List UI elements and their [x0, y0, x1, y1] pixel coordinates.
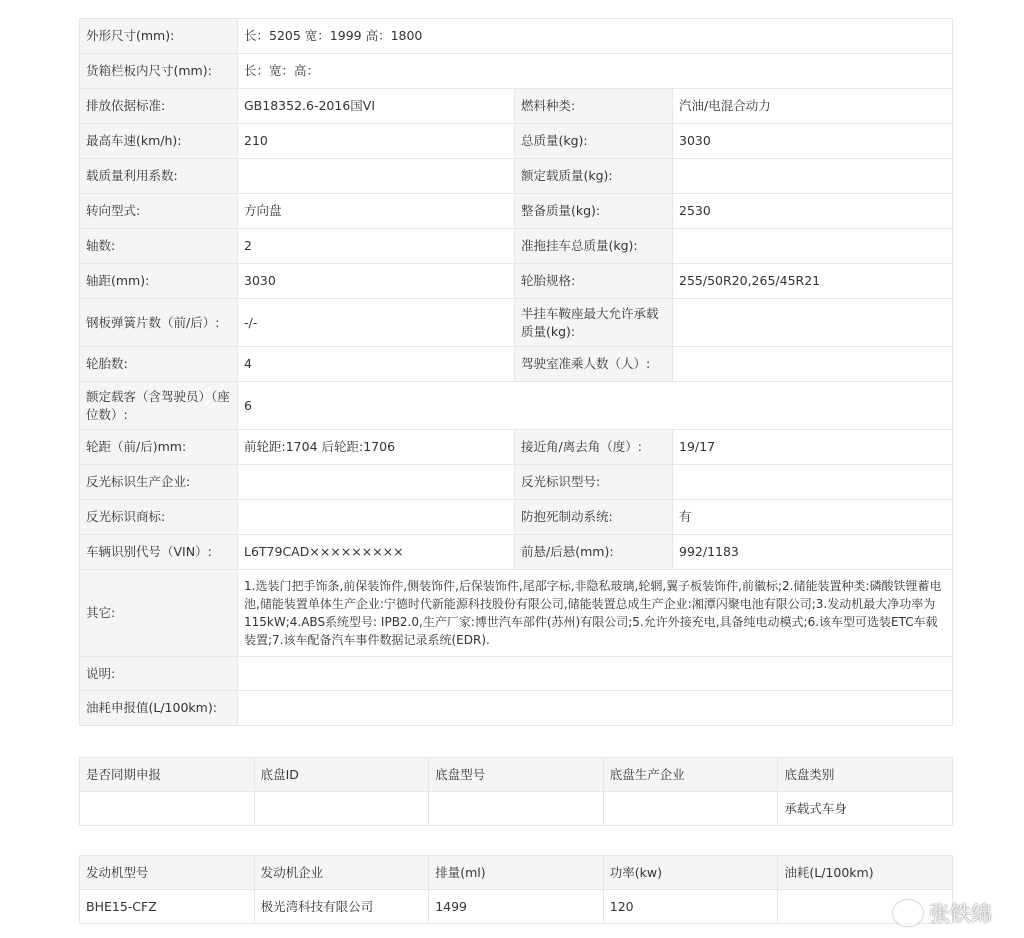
- spec-row: [80, 691, 953, 726]
- column-header: 是否同期申报: [80, 758, 255, 792]
- spec-row: [80, 54, 953, 89]
- table-cell: [429, 792, 604, 826]
- spec-row: [80, 500, 953, 535]
- spec-row: [80, 229, 953, 264]
- column-header: 功率(kw): [603, 856, 778, 890]
- table-row: [80, 890, 953, 924]
- spec-value: [673, 465, 953, 500]
- spec-row: [80, 299, 953, 347]
- table-cell: [254, 792, 429, 826]
- spec-value: 长：5205 宽：1999 高：1800: [238, 19, 953, 54]
- table-cell: 1499: [429, 890, 604, 924]
- spec-value: [238, 691, 953, 726]
- spec-row: [80, 535, 953, 570]
- spec-label: 额定载质量(kg):: [515, 159, 673, 194]
- spec-value: 前轮距:1704 后轮距:1706: [238, 430, 515, 465]
- spec-value: 210: [238, 124, 515, 159]
- spec-label: 载质量利用系数:: [80, 159, 238, 194]
- column-header: 油耗(L/100km): [778, 856, 953, 890]
- column-header: 底盘类别: [778, 758, 953, 792]
- spec-label: 整备质量(kg):: [515, 194, 673, 229]
- table-cell: [603, 792, 778, 826]
- spec-value: [673, 347, 953, 382]
- table-header-row: [80, 758, 953, 792]
- spec-row: [80, 657, 953, 691]
- chassis-table: [79, 757, 953, 826]
- spec-row: [80, 194, 953, 229]
- spec-label: 燃料种类:: [515, 89, 673, 124]
- table-cell: 承载式车身: [778, 792, 953, 826]
- spec-label: 轴数:: [80, 229, 238, 264]
- spec-label: 最高车速(km/h):: [80, 124, 238, 159]
- spec-value: GB18352.6-2016国VI: [238, 89, 515, 124]
- table-cell: [80, 792, 255, 826]
- spec-value: [238, 657, 953, 691]
- spec-row: [80, 89, 953, 124]
- spec-label: 转向型式:: [80, 194, 238, 229]
- spec-row: [80, 264, 953, 299]
- spec-value: 2530: [673, 194, 953, 229]
- column-header: 底盘生产企业: [603, 758, 778, 792]
- spec-label: 轮胎数:: [80, 347, 238, 382]
- spec-value: 4: [238, 347, 515, 382]
- spec-label: 车辆识别代号（VIN）:: [80, 535, 238, 570]
- spec-label: 半挂车鞍座最大允许承载质量(kg):: [515, 299, 673, 347]
- spec-value: 6: [238, 382, 953, 430]
- spec-label: 接近角/离去角（度）:: [515, 430, 673, 465]
- spec-row: [80, 382, 953, 430]
- spec-label: 总质量(kg):: [515, 124, 673, 159]
- spec-value: 2: [238, 229, 515, 264]
- column-header: 发动机型号: [80, 856, 255, 890]
- spec-value: [238, 500, 515, 535]
- spec-row: [80, 465, 953, 500]
- watermark: [893, 896, 992, 930]
- spec-label: 反光标识商标:: [80, 500, 238, 535]
- spec-label: 排放依据标准:: [80, 89, 238, 124]
- spec-value: [238, 465, 515, 500]
- spec-value: 255/50R20,265/45R21: [673, 264, 953, 299]
- spec-row: [80, 124, 953, 159]
- spec-label: 轮胎规格:: [515, 264, 673, 299]
- spec-value: -/-: [238, 299, 515, 347]
- spec-value: [673, 299, 953, 347]
- spec-value: 方向盘: [238, 194, 515, 229]
- table-cell: 极光湾科技有限公司: [254, 890, 429, 924]
- spec-other-notes: 1.选装门把手饰条,前保装饰件,侧装饰件,后保装饰件,尾部字标,非隐私玻璃,轮辋,翼子板装饰件,前徽标;2.储能装置种类:磷酸铁锂蓄电池,储能装置单体生产企业:宁德时代新能源科技股份有限公司,储能装置总成生产企业:湘潭闪聚电池有限公司;3.发动机最大净功率为115kW;4.ABS系统型号: IPB2.0,生产厂家:博世汽车部件(苏州)有限公司;5.允许外接充电,具备纯电动模式;6.该车型可选装ETC车载装置;7.该车配备汽车事件数据记录系统(EDR).: [238, 570, 953, 657]
- table-cell: 120: [603, 890, 778, 924]
- spec-row: [80, 19, 953, 54]
- spec-value: 3030: [673, 124, 953, 159]
- spec-value: 有: [673, 500, 953, 535]
- spec-label: 前悬/后悬(mm):: [515, 535, 673, 570]
- spec-row: [80, 159, 953, 194]
- spec-value: 汽油/电混合动力: [673, 89, 953, 124]
- column-header: 排量(ml): [429, 856, 604, 890]
- spec-value: 3030: [238, 264, 515, 299]
- spec-label: 轴距(mm):: [80, 264, 238, 299]
- spec-label: 防抱死制动系统:: [515, 500, 673, 535]
- table-row: [80, 792, 953, 826]
- spec-label: 外形尺寸(mm):: [80, 19, 238, 54]
- watermark-text: 张铁绵: [929, 902, 992, 926]
- spec-label: 货箱栏板内尺寸(mm):: [80, 54, 238, 89]
- spec-row: [80, 430, 953, 465]
- spec-label: 轮距（前/后)mm:: [80, 430, 238, 465]
- spec-label: 说明:: [80, 657, 238, 691]
- column-header: 底盘ID: [254, 758, 429, 792]
- spec-label: 驾驶室准乘人数（人）:: [515, 347, 673, 382]
- spec-value: 992/1183: [673, 535, 953, 570]
- spec-value: [673, 229, 953, 264]
- spec-label: 反光标识型号:: [515, 465, 673, 500]
- weibo-icon: [893, 900, 923, 926]
- table-header-row: [80, 856, 953, 890]
- column-header: 发动机企业: [254, 856, 429, 890]
- spec-value: [673, 159, 953, 194]
- engine-table: [79, 855, 953, 924]
- spec-value: 19/17: [673, 430, 953, 465]
- spec-value: L6T79CAD×××××××××: [238, 535, 515, 570]
- spec-label: 油耗申报值(L/100km):: [80, 691, 238, 726]
- table-cell: BHE15-CFZ: [80, 890, 255, 924]
- spec-label: 反光标识生产企业:: [80, 465, 238, 500]
- spec-value: [238, 159, 515, 194]
- spec-value: 长：宽：高：: [238, 54, 953, 89]
- spec-label: 准拖挂车总质量(kg):: [515, 229, 673, 264]
- spec-row: [80, 570, 953, 657]
- spec-row: [80, 347, 953, 382]
- spec-label: 其它:: [80, 570, 238, 657]
- column-header: 底盘型号: [429, 758, 604, 792]
- spec-label: 钢板弹簧片数（前/后）:: [80, 299, 238, 347]
- spec-table: [79, 18, 953, 726]
- spec-label: 额定载客（含驾驶员）（座位数）:: [80, 382, 238, 430]
